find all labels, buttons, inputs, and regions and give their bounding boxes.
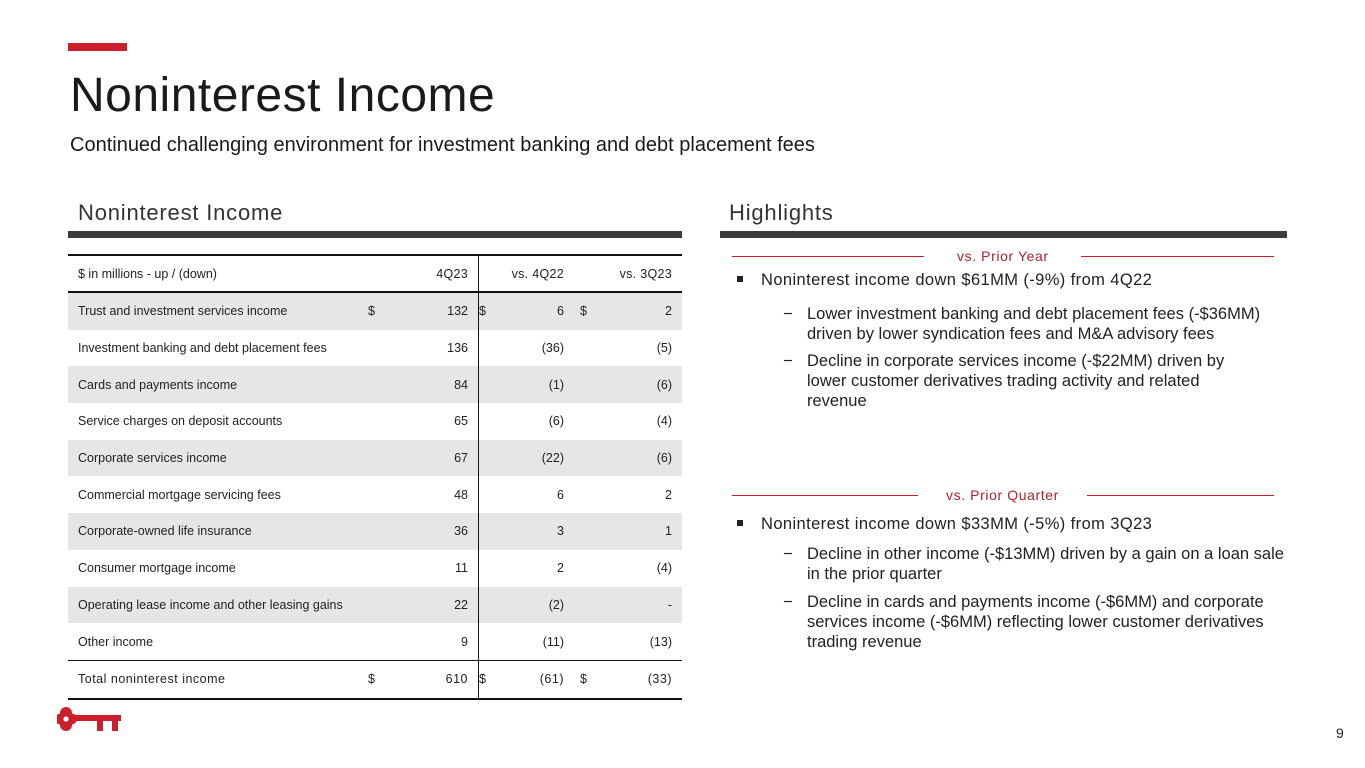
row-vs-4q22-value: (36) bbox=[541, 341, 564, 356]
row-vs-4q22-value: (22) bbox=[541, 451, 564, 466]
row-label: Service charges on deposit accounts bbox=[78, 414, 283, 429]
row-vs-3q23-value: (6) bbox=[656, 377, 672, 392]
row-4q23-value: 67 bbox=[454, 451, 468, 466]
dash-icon: − bbox=[783, 545, 793, 563]
prior-year-sub-1-text: Lower investment banking and debt placement fees (-$36MM) driven by lower syndication fees and M&A advisory fees bbox=[807, 305, 1261, 343]
total-c3-currency: $ bbox=[580, 672, 588, 687]
row-label: Operating lease income and other leasing gains bbox=[78, 597, 343, 612]
row-4q23-value: 9 bbox=[461, 634, 468, 649]
row-vs-3q23-value: (13) bbox=[649, 634, 672, 649]
table-row bbox=[68, 440, 682, 477]
row-vs-3q23-value: - bbox=[667, 597, 672, 612]
row-vs-4q22-value: (11) bbox=[542, 634, 564, 649]
table-row bbox=[68, 403, 682, 440]
row-vs-4q22-value: 2 bbox=[557, 561, 564, 576]
row-label: Corporate-owned life insurance bbox=[78, 524, 252, 539]
page-title: Noninterest Income bbox=[70, 69, 496, 122]
table-row bbox=[68, 550, 682, 587]
row-label: Corporate services income bbox=[78, 451, 227, 466]
row-4q23-value: 136 bbox=[447, 341, 468, 356]
row-vs-3q23-value: 1 bbox=[665, 524, 672, 539]
row-vs-3q23-value: (5) bbox=[656, 341, 672, 356]
prior-year-label: vs. Prior Year bbox=[957, 248, 1049, 264]
prior-quarter-divider-left bbox=[732, 495, 918, 496]
row-label: Consumer mortgage income bbox=[78, 561, 236, 576]
table-row bbox=[68, 587, 682, 624]
header-vs-4q22: vs. 4Q22 bbox=[511, 266, 564, 281]
prior-quarter-bullet bbox=[737, 515, 1152, 534]
prior-quarter-label: vs. Prior Quarter bbox=[946, 487, 1059, 503]
row-vs-4q22-value: (6) bbox=[548, 414, 564, 429]
prior-year-bullet bbox=[737, 271, 1152, 290]
table-total-row bbox=[68, 660, 682, 700]
table-row bbox=[68, 513, 682, 550]
row-label: Commercial mortgage servicing fees bbox=[78, 487, 281, 502]
highlights-section-rule bbox=[720, 231, 1287, 238]
prior-year-divider-right bbox=[1081, 256, 1274, 257]
prior-year-bullet-text: Noninterest income down $61MM (-9%) from 4Q22 bbox=[761, 271, 1153, 289]
row-label: Investment banking and debt placement fees bbox=[78, 341, 327, 356]
table-section-title: Noninterest Income bbox=[78, 200, 284, 225]
row-vs-3q23-value: (4) bbox=[656, 561, 672, 576]
dash-icon: − bbox=[783, 352, 793, 370]
prior-year-divider-left bbox=[732, 256, 924, 257]
title-accent-bar bbox=[68, 43, 127, 51]
row-4q23-value: 84 bbox=[454, 377, 468, 392]
row-4q23-value: 65 bbox=[454, 414, 468, 429]
row-4q23-value: 22 bbox=[454, 597, 468, 612]
dash-icon: − bbox=[783, 305, 793, 323]
highlights-section-title: Highlights bbox=[729, 200, 834, 225]
row-4q23-value: 11 bbox=[455, 561, 468, 576]
row-vs-3q23-value: (4) bbox=[656, 414, 672, 429]
row-vs-3q23-value: 2 bbox=[665, 304, 672, 319]
dash-icon: − bbox=[783, 593, 793, 611]
row-label: Cards and payments income bbox=[78, 377, 238, 392]
table-section-rule bbox=[68, 231, 682, 238]
total-c2-currency: $ bbox=[479, 672, 487, 687]
row-vs-4q22-value: 3 bbox=[557, 524, 564, 539]
table-row bbox=[68, 366, 682, 403]
prior-year-sub-2-text: Decline in corporate services income (-$22MM) driven by lower customer derivatives trading activity and related revenue bbox=[807, 352, 1225, 410]
bullet-square-icon bbox=[737, 520, 743, 526]
row-vs-4q22-value: (1) bbox=[548, 377, 564, 392]
row-c2-currency: $ bbox=[479, 304, 486, 319]
table-row bbox=[68, 476, 682, 513]
row-vs-4q22-value: (2) bbox=[548, 597, 564, 612]
key-logo-icon bbox=[57, 704, 123, 734]
prior-quarter-sub-2-text: Decline in cards and payments income (-$6MM) and corporate services income (-$6MM) reflecting lower customer derivatives trading revenue bbox=[807, 593, 1264, 651]
total-label: Total noninterest income bbox=[78, 672, 226, 687]
table-header-row bbox=[68, 256, 682, 293]
table-row bbox=[68, 623, 682, 660]
row-label: Trust and investment services income bbox=[78, 304, 288, 319]
page-number: 9 bbox=[1336, 725, 1344, 741]
row-vs-3q23-value: (6) bbox=[656, 451, 672, 466]
page-subtitle: Continued challenging environment for investment banking and debt placement fees bbox=[70, 134, 815, 156]
row-label: Other income bbox=[78, 634, 154, 649]
table-row bbox=[68, 293, 682, 330]
row-vs-4q22-value: 6 bbox=[557, 304, 564, 319]
header-label: $ in millions - up / (down) bbox=[78, 266, 217, 281]
row-vs-3q23-value: 2 bbox=[665, 487, 672, 502]
total-c2-value: (61) bbox=[539, 672, 564, 687]
income-table bbox=[68, 254, 682, 700]
row-4q23-value: 48 bbox=[454, 487, 468, 502]
bullet-square-icon bbox=[737, 276, 743, 282]
header-vs-3q23: vs. 3Q23 bbox=[619, 266, 672, 281]
row-4q23-value: 36 bbox=[454, 524, 468, 539]
row-c1-currency: $ bbox=[368, 304, 375, 319]
total-c1-value: 610 bbox=[445, 672, 468, 687]
table-row bbox=[68, 330, 682, 367]
row-vs-4q22-value: 6 bbox=[557, 487, 564, 502]
prior-quarter-sub-1-text: Decline in other income (-$13MM) driven by a gain on a loan sale in the prior quarter bbox=[807, 545, 1284, 583]
total-c3-value: (33) bbox=[647, 672, 672, 687]
row-c3-currency: $ bbox=[580, 304, 587, 319]
total-c1-currency: $ bbox=[368, 672, 376, 687]
header-4q23: 4Q23 bbox=[436, 266, 468, 281]
prior-quarter-bullet-text: Noninterest income down $33MM (-5%) from 3Q23 bbox=[761, 515, 1153, 533]
prior-quarter-divider-right bbox=[1087, 495, 1274, 496]
row-4q23-value: 132 bbox=[447, 304, 468, 319]
